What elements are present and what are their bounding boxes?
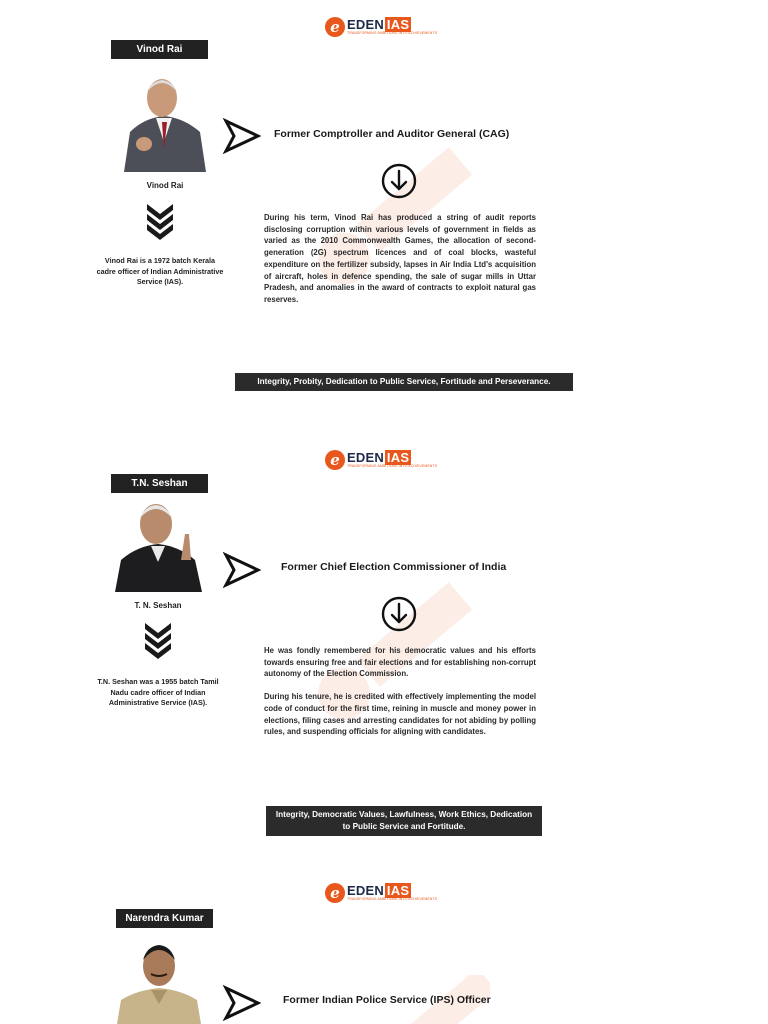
logo-name-ias: IAS bbox=[386, 883, 410, 898]
portrait-photo bbox=[113, 938, 205, 1024]
photo-caption: Vinod Rai bbox=[146, 181, 184, 190]
officer-bio: T.N. Seshan was a 1955 batch Tamil Nadu cadre officer of Indian Administrative Service (IAS). bbox=[97, 677, 219, 707]
send-arrow-icon bbox=[223, 985, 261, 1021]
description-paragraph: During his tenure, he is credited with effectively implementing the model code of conduct for the first time, reining in muscle and money power in elections, filing cases and arresting candidates for not abiding by polling rules, and suspending officials for aligning with candidates. bbox=[264, 692, 536, 737]
brand-logo bbox=[325, 16, 437, 38]
values-banner: Integrity, Democratic Values, Lawfulness, Work Ethics, Dedication to Public Service and Fortitude. bbox=[266, 806, 542, 836]
profile-section-vinod-rai bbox=[0, 0, 768, 400]
role-headline: Former Indian Police Service (IPS) Officer bbox=[283, 994, 491, 1006]
description-paragraph: During his term, Vinod Rai has produced a string of audit reports disclosing corruption within various levels of government in fields as varied as the 2010 Commonwealth Games, the allocation of second-generation (2G) spectrum licences and of coal blocks, wasteful expenditure on the fertilizer subsidy, lapses in Air India Ltd's acquisition of aircraft, holes in defence spending, the sale of sugar mills in Uttar Pradesh, and anomalies in the award of contracts to exploit natural gas reserves. bbox=[264, 213, 536, 304]
logo-mark: e bbox=[325, 883, 345, 903]
values-banner: Integrity, Probity, Dedication to Public Service, Fortitude and Perseverance. bbox=[235, 373, 573, 391]
photo-caption: T. N. Seshan bbox=[134, 601, 182, 610]
role-headline: Former Comptroller and Auditor General (CAG) bbox=[274, 128, 510, 140]
officer-bio: Vinod Rai is a 1972 batch Kerala cadre officer of Indian Administrative Service (IAS). bbox=[96, 256, 224, 286]
portrait-photo bbox=[114, 72, 214, 172]
name-label: Narendra Kumar bbox=[116, 909, 213, 928]
brand-logo bbox=[325, 882, 437, 904]
achievement-description bbox=[264, 645, 536, 738]
name-label: T.N. Seshan bbox=[111, 474, 208, 493]
logo-tagline: TRANSFORMING AMBITIONS INTO ACHIEVEMENTS bbox=[347, 897, 438, 901]
name-label: Vinod Rai bbox=[111, 40, 208, 59]
send-arrow-icon bbox=[223, 552, 261, 588]
brand-logo bbox=[325, 449, 437, 471]
logo-mark: e bbox=[325, 450, 345, 470]
logo-name-ias: IAS bbox=[386, 450, 410, 465]
logo-mark: e bbox=[325, 17, 345, 37]
circle-arrow-down-icon bbox=[381, 163, 417, 199]
logo-tagline: TRANSFORMING AMBITIONS INTO ACHIEVEMENTS bbox=[347, 31, 438, 35]
logo-name-eden: EDEN bbox=[347, 883, 384, 898]
logo-name-ias: IAS bbox=[386, 17, 410, 32]
portrait-photo bbox=[111, 500, 206, 592]
achievement-description bbox=[264, 212, 536, 306]
send-arrow-icon bbox=[223, 118, 261, 154]
logo-name-eden: EDEN bbox=[347, 17, 384, 32]
triple-chevron-down-icon bbox=[145, 202, 175, 242]
logo-tagline: TRANSFORMING AMBITIONS INTO ACHIEVEMENTS bbox=[347, 464, 438, 468]
description-paragraph: He was fondly remembered for his democratic values and his efforts towards ensuring free and fair elections and for establishing non-corrupt autonomy of the Election Commission. bbox=[264, 646, 536, 679]
triple-chevron-down-icon bbox=[143, 621, 173, 661]
logo-name-eden: EDEN bbox=[347, 450, 384, 465]
circle-arrow-down-icon bbox=[381, 596, 417, 632]
role-headline: Former Chief Election Commissioner of India bbox=[281, 561, 507, 573]
